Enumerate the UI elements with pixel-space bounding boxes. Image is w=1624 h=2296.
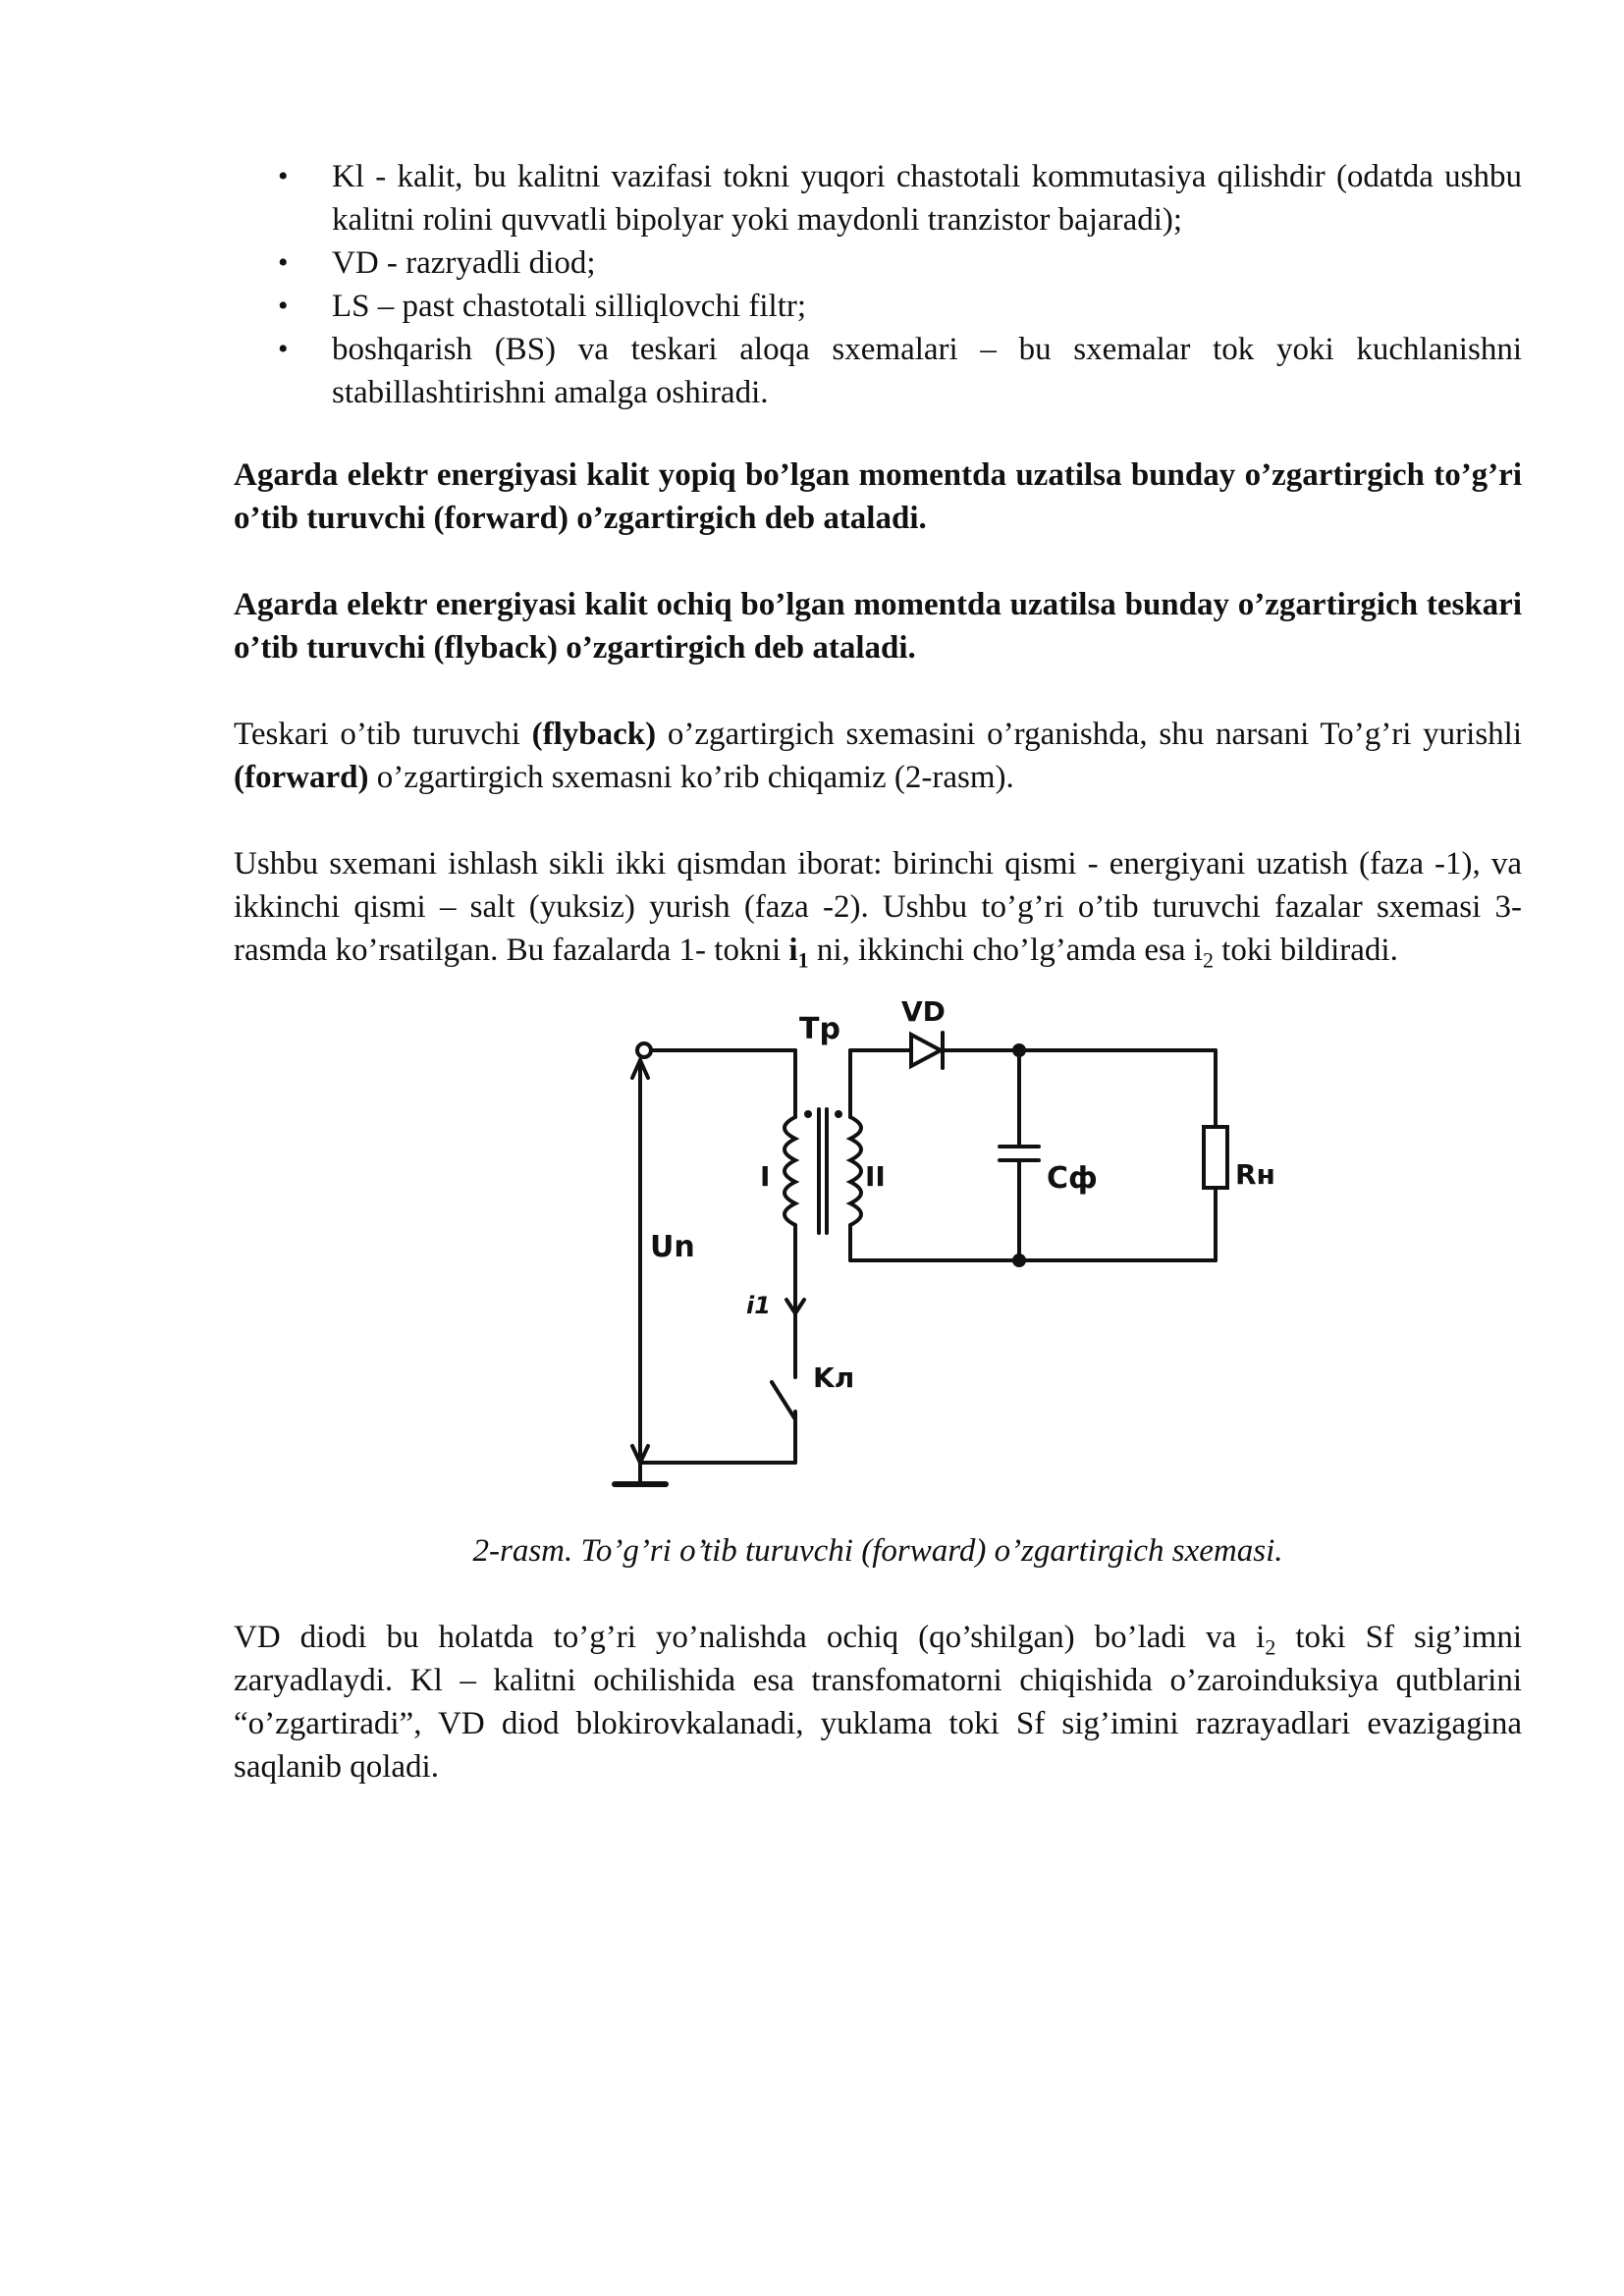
forward-definition: Agarda elektr energiyasi kalit yopiq bo’lgan momentda uzatilsa bunday o’zgartirgich to’g’ri o’tib turuvchi (forward) o’zgartirgich deb ataladi. [234, 457, 1522, 536]
label-winding-2: II [865, 1160, 886, 1193]
label-voltage: Un [650, 1230, 695, 1264]
list-item-text: boshqarish (BS) va teskari aloqa sxemalari – bu sxemalar tok yoki kuchlanishni stabillashtirishni amalga oshiradi. [332, 332, 1522, 410]
bullet-icon: • [278, 160, 289, 192]
diode-symbol [911, 1035, 941, 1066]
component-list [234, 155, 1522, 414]
label-winding-1: I [760, 1160, 771, 1193]
label-transformer: Tp [799, 1012, 840, 1046]
circuit-figure [234, 999, 1522, 1529]
bullet-icon: • [278, 333, 289, 365]
switch-blade [772, 1382, 795, 1419]
resistor-symbol [1204, 1127, 1227, 1188]
figure-caption: 2-rasm. To’g’ri o’tib turuvchi (forward) o’zgartirgich sxemasi. [472, 1533, 1283, 1569]
paragraph-intro: Teskari o’tib turuvchi (flyback) o’zgartirgich sxemasini o’rganishda, shu narsani To’g’ri yurishli (forward) o’zgartirgich sxemasni ko’rib chiqamiz (2-rasm). [234, 717, 1523, 795]
list-item [278, 155, 1522, 241]
polarity-dot [804, 1110, 812, 1118]
label-resistor: Rн [1235, 1158, 1275, 1191]
bullet-icon: • [278, 290, 289, 322]
list-item-text: Kl - kalit, bu kalitni vazifasi tokni yuqori chastotali kommutasiya qilishdir (odatda ushbu kalitni rolini quvvatli bipolyar yoki maydonli tranzistor bajaradi); [332, 159, 1522, 238]
list-item [278, 285, 1522, 328]
document-page [234, 155, 1522, 1832]
flyback-definition: Agarda elektr energiyasi kalit ochiq bo’lgan momentda uzatilsa bunday o’zgartirgich teskari o’tib turuvchi (flyback) o’zgartirgich deb ataladi. [234, 587, 1522, 666]
label-capacitor: Cф [1047, 1161, 1098, 1196]
input-terminal [637, 1043, 651, 1057]
primary-winding [785, 1117, 795, 1225]
list-item-text: VD - razryadli diod; [332, 245, 596, 281]
label-switch: Kл [813, 1362, 855, 1394]
junction-dot [1012, 1043, 1026, 1057]
forward-converter-diagram [234, 999, 1522, 1529]
bullet-icon: • [278, 246, 289, 279]
list-item-text: LS – past chastotali silliqlovchi filtr; [332, 289, 807, 324]
list-item [278, 241, 1522, 285]
secondary-winding [850, 1117, 861, 1225]
paragraph-phases: Ushbu sxemani ishlash sikli ikki qismdan iborat: birinchi qismi - energiyani uzatish (faza -1), va ikkinchi qismi – salt (yuksiz) yurish (faza -2). Ushbu to’g’ri o’tib turuvchi fazalar sxemasi 3-rasmda ko’rsatilgan. Bu fazalarda 1- tokni $i_1$ ni, ikkinchi cho’lg’amda esa $i_2$ toki bildiradi. [234, 846, 1522, 973]
list-item [278, 328, 1522, 414]
label-current: i1 [746, 1292, 771, 1319]
label-diode: VD [901, 999, 946, 1028]
paragraph-diode: VD diodi bu holatda to’g’ri yo’nalishda ochiq (qo’shilgan) bo’ladi va $i_2$ toki Sf sig’imni zaryadlaydi. Kl – kalitni ochilishida esa transfomatorni chiqishida o’zaroinduksiya qutblarini “o’zgartiradi”, VD diod blokirovkalanadi, yuklama toki Sf sig’imini razrayadlari evazigagina saqlanib qoladi. [234, 1620, 1522, 1785]
